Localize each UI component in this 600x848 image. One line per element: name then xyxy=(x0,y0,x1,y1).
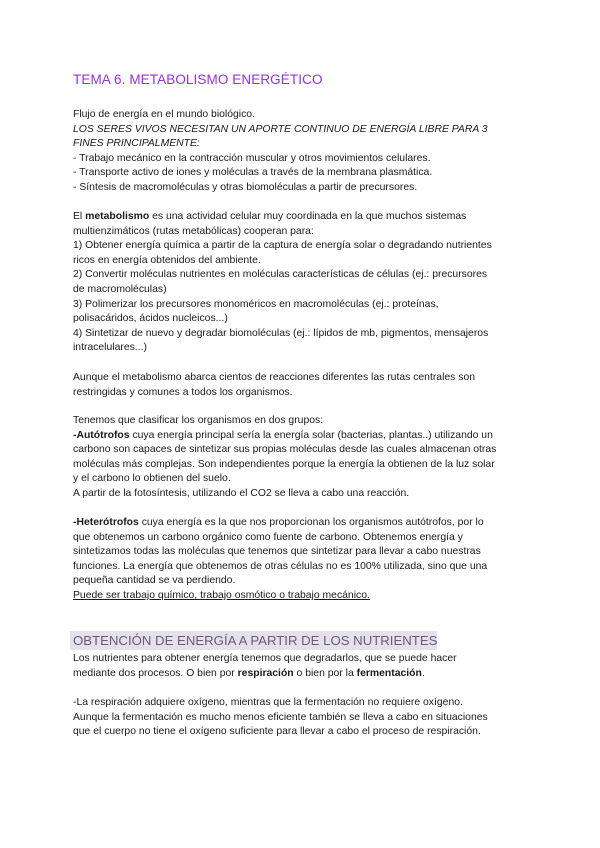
text-span: es una actividad celular muy coordinada en la que muchos sistemas xyxy=(149,211,467,222)
text-span: o bien por la xyxy=(293,667,357,679)
list-item: - Transporte activo de iones y moléculas a través de la membrana plasmática. xyxy=(73,167,433,179)
bold-term: -Autótrofos xyxy=(73,429,130,441)
metabolism-definition xyxy=(73,210,533,225)
text-line: Tenemos que clasificar los organismos en dos grupos: xyxy=(73,415,324,426)
text-line: funciones. La energía que obtenemos de otras células no es 100% utilizada, sino que una xyxy=(73,560,488,572)
nutrients-paragraph xyxy=(73,652,533,681)
intro-line: Flujo de energía en el mundo biológico. xyxy=(73,109,255,120)
text-line: moléculas más complejas. Son independientes porque la energía la obtienen de la luz solar xyxy=(73,458,495,470)
text-line: Aunque el metabolismo abarca cientos de reacciones diferentes las rutas centrales son xyxy=(73,372,475,383)
text-line: Los nutrientes para obtener energía tenemos que degradarlos, que se puede hacer xyxy=(73,653,457,664)
page-title: TEMA 6. METABOLISMO ENERGÉTICO xyxy=(73,72,323,87)
text-line: que el cuerpo no tiene el oxígeno suficiente para llevar a cabo el proceso de respiración. xyxy=(73,726,481,738)
processes-line xyxy=(73,667,533,682)
text-line: que obtenemos un carbono orgánico como fuente de carbono. Obtenemos energía y xyxy=(73,531,463,543)
intro-italic-line: FINES PRINCIPALMENTE: xyxy=(73,138,200,150)
intro-italic-line: LOS SERES VIVOS NECESITAN UN APORTE CONTINUO DE ENERGÍA LIBRE PARA 3 xyxy=(73,123,488,135)
list-item: 2) Convertir moléculas nutrientes en moléculas características de células (ej.: precursores xyxy=(73,269,488,281)
text-line: A partir de la fotosíntesis, utilizando el CO2 se lleva a cabo una reacción. xyxy=(73,487,410,499)
text-line: -La respiración adquiere oxígeno, mientras que la fermentación no requiere oxígeno. xyxy=(73,697,463,708)
text-span: mediante dos procesos. O bien por xyxy=(73,667,238,679)
list-item: de macromoléculas) xyxy=(73,283,167,295)
list-item: intracelulares...) xyxy=(73,342,147,354)
list-item: 1) Obtener energía química a partir de la captura de energía solar o degradando nutrientes xyxy=(73,240,492,252)
respiration-paragraph xyxy=(73,696,533,740)
text-line: carbono son capaces de sintetizar sus propias moléculas desde las cuales almacenan otras xyxy=(73,444,497,456)
list-item: ricos en energía obtenidos del ambiente. xyxy=(73,254,261,266)
bold-term: metabolismo xyxy=(85,211,150,222)
text-span: El xyxy=(73,211,86,222)
bold-term: -Heterótrofos xyxy=(73,517,139,528)
text-line: sintetizamos todas las moléculas que tenemos que sintetizar para llevar a cabo nuestras xyxy=(73,546,481,558)
intro-section xyxy=(73,108,533,196)
heterotrophs-paragraph xyxy=(73,516,533,604)
heterotrophs-line xyxy=(73,516,533,531)
metabolism-section xyxy=(73,210,533,356)
bold-term: respiración xyxy=(237,667,294,679)
bold-term: fermentación xyxy=(356,667,422,679)
text-line: pequeña cantidad se va perdiendo. xyxy=(73,575,236,587)
text-span: cuya energía es la que nos proporcionan los organismos autótrofos, por lo xyxy=(138,517,484,528)
list-item: 4) Sintetizar de nuevo y degradar biomoléculas (ej.: lípidos de mb, pigmentos, mensajeros xyxy=(73,327,489,339)
text-line: y el carbono lo obtienen del suelo. xyxy=(73,473,231,485)
organism-groups-section xyxy=(73,414,533,502)
text-span: . xyxy=(421,667,425,679)
list-item: 3) Polimerizar los precursores monoméricos en macromoléculas (ej.: proteínas, xyxy=(73,298,439,310)
section-heading: OBTENCIÓN DE ENERGÍA A PARTIR DE LOS NUTRIENTES xyxy=(70,631,437,650)
text-line: restringidas y comunes a todos los organismos. xyxy=(73,386,293,398)
text-line: Aunque la fermentación es mucho menos eficiente también se lleva a cabo en situaciones xyxy=(73,711,488,723)
list-item: - Trabajo mecánico en la contracción muscular y otros movimientos celulares. xyxy=(73,152,431,164)
list-item: - Síntesis de macromoléculas y otras biomoléculas a partir de precursores. xyxy=(73,181,418,193)
central-routes-paragraph xyxy=(73,371,533,400)
underlined-line: Puede ser trabajo químico, trabajo osmótico o trabajo mecánico. xyxy=(73,589,370,601)
list-item: polisacáridos, ácidos nucleicos...) xyxy=(73,313,228,325)
text-line: multienzimáticos (rutas metabólicas) cooperan para: xyxy=(73,225,314,237)
text-span: cuya energía principal sería la energía solar (bacterias, plantas..) utilizando un xyxy=(129,429,493,441)
autotrophs-line xyxy=(73,429,533,444)
